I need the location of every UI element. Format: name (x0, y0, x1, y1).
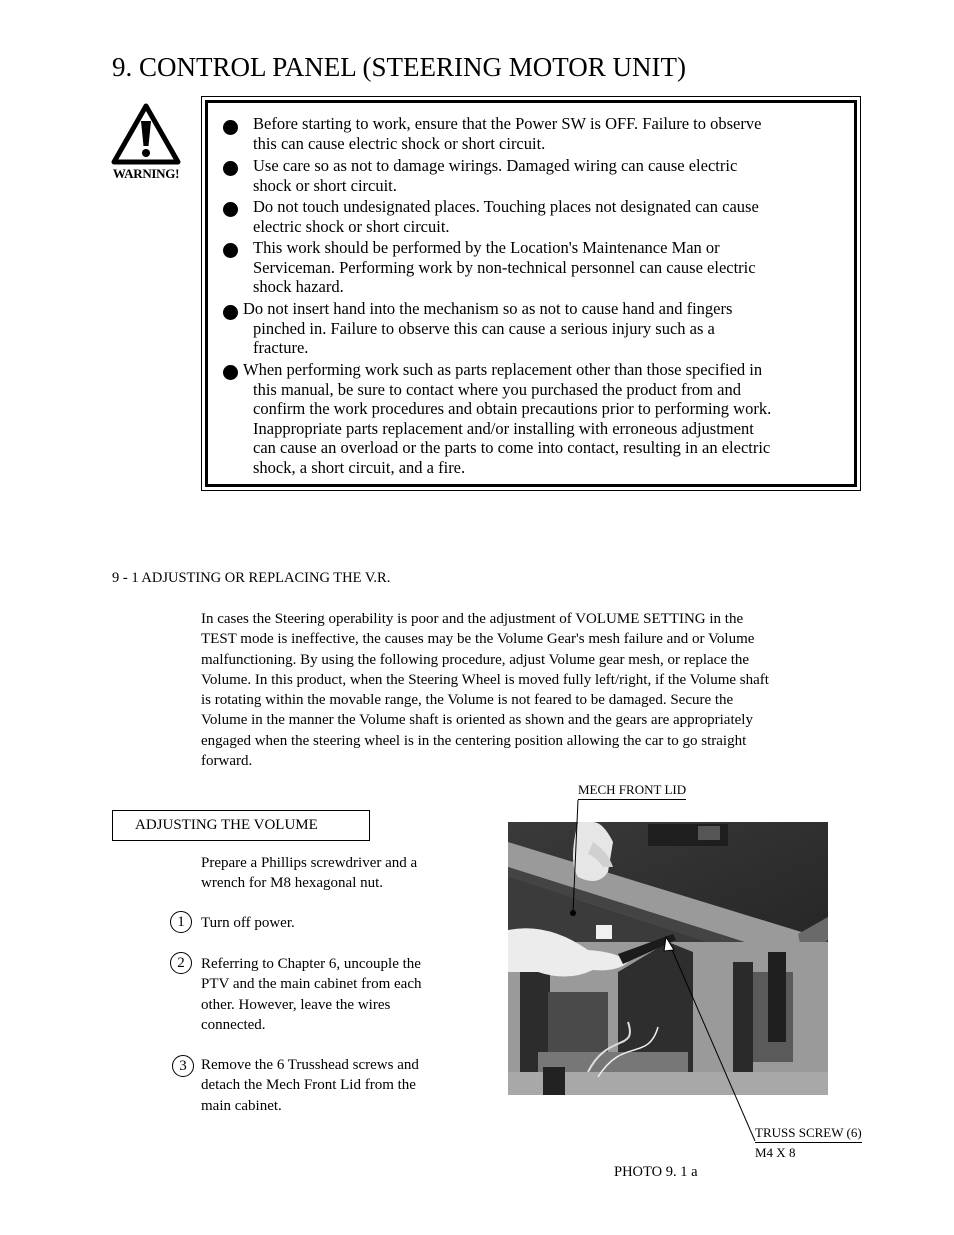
warning-item (243, 299, 848, 358)
paragraph-line: Volume in the manner the Volume shaft is oriented as shown and the gears are appropriately (201, 712, 753, 729)
warning-item-line: confirm the work procedures and obtain precautions prior to performing work. (253, 399, 772, 418)
step-item (201, 913, 466, 933)
step-line: Turn off power. (201, 915, 295, 931)
step-number-badge: 1 (170, 911, 192, 933)
step-line: Remove the 6 Trusshead screws and (201, 1057, 419, 1073)
warning-item-line: Serviceman. Performing work by non-technical personnel can cause electric (253, 257, 756, 277)
warning-item (253, 156, 848, 195)
step-number-badge: 2 (170, 952, 192, 974)
paragraph-line: forward. (201, 753, 253, 770)
warning-item-line: this manual, be sure to contact where you purchased the product from and (253, 379, 741, 399)
paragraph-line: engaged when the steering wheel is in the centering position allowing the car to go straight (201, 732, 747, 749)
step-line: PTV and the main cabinet from each (201, 976, 422, 993)
paragraph-line: wrench for M8 hexagonal nut. (201, 875, 384, 892)
warning-label: WARNING! (112, 166, 180, 181)
warning-item (253, 238, 848, 297)
label-truss-screw: TRUSS SCREW (6) (755, 1125, 862, 1143)
warning-item-line: Do not insert hand into the mechanism so as not to cause hand and fingers (243, 299, 733, 318)
warning-item-line: Use care so as not to damage wirings. Damaged wiring can cause electric (253, 156, 738, 175)
bullet-icon (223, 120, 238, 135)
warning-item-line: Do not touch undesignated places. Touching places not designated can cause (253, 197, 759, 216)
prepare-text (201, 853, 466, 894)
subsection-box: ADJUSTING THE VOLUME (112, 810, 370, 841)
page-title: 9. CONTROL PANEL (STEERING MOTOR UNIT) (112, 52, 686, 82)
bullet-icon (223, 365, 238, 380)
label-truss-size: M4 X 8 (755, 1145, 796, 1160)
paragraph-line: is rotating within the movable range, the Volume is not feared to be damaged. Secure the (201, 692, 734, 709)
paragraph-line: TEST mode is ineffective, the causes may be the Volume Gear's mesh failure and or Volume (201, 631, 755, 648)
step-line: main cabinet. (201, 1097, 282, 1114)
photo-caption: PHOTO 9. 1 a (614, 1164, 698, 1180)
paragraph-line: malfunctioning. By using the following procedure, adjust Volume gear mesh, or replace the (201, 651, 750, 668)
section-heading: 9 - 1 ADJUSTING OR REPLACING THE V.R. (112, 570, 391, 586)
warning-item-line: shock or short circuit. (253, 175, 397, 195)
step-item (201, 954, 466, 1035)
warning-item-line: electric shock or short circuit. (253, 216, 450, 236)
mechanism-photo (508, 822, 828, 1095)
paragraph-line: Prepare a Phillips screwdriver and a (201, 855, 418, 871)
step-item (201, 1055, 466, 1116)
step-line: Referring to Chapter 6, uncouple the (201, 956, 421, 972)
step-line: detach the Mech Front Lid from the (201, 1077, 416, 1094)
paragraph-line: In cases the Steering operability is poor and the adjustment of VOLUME SETTING in the (201, 611, 744, 627)
warning-item-line: When performing work such as parts replacement other than those specified in (243, 360, 763, 379)
bullet-icon (223, 161, 238, 176)
warning-item-line: pinched in. Failure to observe this can cause a serious injury such as a (253, 318, 715, 338)
warning-item-line: This work should be performed by the Location's Maintenance Man or (253, 238, 720, 257)
intro-paragraph (201, 609, 866, 771)
warning-item-line: can cause an overload or the parts to come into contact, resulting in an electric (253, 438, 771, 457)
bullet-icon (223, 202, 238, 217)
warning-item (243, 360, 848, 477)
warning-item-line: Before starting to work, ensure that the Power SW is OFF. Failure to observe (253, 114, 762, 133)
warning-item-line: shock, a short circuit, and a fire. (253, 457, 466, 477)
warning-item-line: this can cause electric shock or short circuit. (253, 133, 546, 153)
step-line: connected. (201, 1016, 266, 1033)
warning-item-line: shock hazard. (253, 277, 344, 296)
paragraph-line: Volume. In this product, when the Steering Wheel is moved fully left/right, if the Volume shaft (201, 671, 769, 688)
label-mech-front-lid: MECH FRONT LID (578, 782, 686, 800)
step-number-badge: 3 (172, 1055, 194, 1077)
warning-item (253, 197, 848, 236)
warning-item (253, 114, 848, 153)
step-line: other. However, leave the wires (201, 996, 391, 1013)
warning-item-line: Inappropriate parts replacement and/or installing with erroneous adjustment (253, 418, 754, 438)
warning-item-line: fracture. (253, 338, 309, 357)
bullet-icon (223, 305, 238, 320)
bullet-icon (223, 243, 238, 258)
